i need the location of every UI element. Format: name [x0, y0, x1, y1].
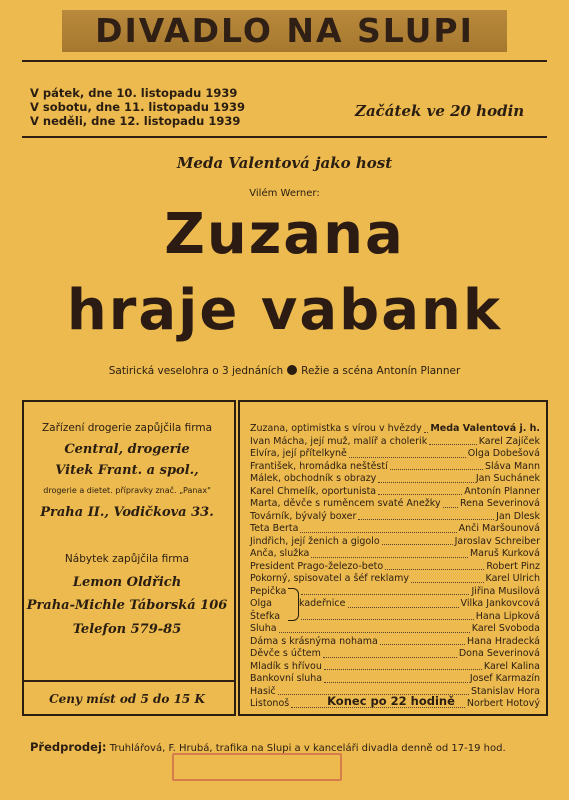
date-line: V neděli, dne 12. listopadu 1939	[30, 114, 241, 128]
drugstore-name-1: Central, drogerie	[64, 442, 190, 457]
cast-actor: Karel Svoboda	[471, 623, 540, 634]
leader-dots	[390, 461, 483, 471]
cast-list	[250, 423, 540, 711]
cast-role: František, hromádka neštěstí	[250, 460, 388, 472]
furniture-address: Praha-Michle Táborská 106	[26, 598, 228, 613]
leader-dots	[300, 523, 456, 533]
leader-dots	[349, 448, 466, 458]
furniture-phone: Telefon 579-85	[72, 622, 182, 637]
cast-row	[250, 461, 540, 474]
cast-actor: Anči Maršounová	[458, 523, 540, 534]
cast-role: Málek, obchodník s obrazy	[250, 473, 377, 484]
cast-actor: Karel Kalina	[483, 660, 540, 672]
leader-dots	[429, 436, 477, 446]
cast-role: President Prago-železo-beto	[250, 560, 384, 572]
header-divider	[22, 60, 547, 62]
cast-actor: Jan Dlesk	[496, 510, 540, 522]
play-author: Vilém Werner:	[249, 188, 320, 199]
leader-dots	[358, 511, 494, 521]
leader-dots	[301, 611, 474, 621]
cast-role: Zuzana, optimistka s vírou v hvězdy	[250, 423, 422, 434]
cast-row	[299, 611, 540, 624]
cast-role: Dáma s krásnýma nohama	[250, 635, 378, 647]
end-time: Konec po 22 hodině	[327, 694, 455, 708]
presale-label: Předprodej:	[30, 740, 107, 754]
drugstore-name-2: Vitek Frant. a spol.,	[55, 463, 199, 478]
leader-dots	[380, 636, 465, 646]
cast-role: Pokorný, spisovatel a šéf reklamy	[250, 573, 410, 584]
cast-actor: Karel Ulrich	[485, 573, 540, 584]
cast-row	[250, 661, 540, 674]
cast-actor: Rena Severinová	[459, 498, 540, 509]
cast-role: Jindřich, její ženich a gigolo	[250, 535, 380, 547]
cast-role: Marta, děvče s ruměncem svaté Anežky	[250, 498, 441, 509]
cast-actor: Sláva Mann	[484, 460, 540, 472]
start-time: Začátek ve 20 hodin	[355, 102, 525, 120]
hairdresser-actors	[299, 586, 540, 624]
cast-row	[299, 598, 540, 611]
leader-dots	[324, 661, 482, 671]
bullet-dot	[287, 365, 297, 375]
play-title-line-2: hraje vabank	[66, 278, 503, 343]
leader-dots	[324, 673, 468, 683]
cast-row	[299, 586, 540, 599]
drugstore-intro: Zařízení drogerie zapůjčila firma	[41, 422, 213, 434]
leader-dots	[411, 573, 483, 583]
hairdresser-name: Pepička	[250, 585, 287, 597]
prices-divider	[22, 680, 236, 682]
leader-dots	[443, 498, 458, 508]
cast-row	[250, 636, 540, 649]
cast-role: Karel Chmelík, oportunista	[250, 485, 377, 497]
cast-role: Ivan Mácha, její muž, malíř a cholerik	[250, 435, 428, 447]
red-stamp	[172, 753, 342, 781]
cast-row	[250, 573, 540, 586]
cast-actor: Jan Suchánek	[475, 473, 540, 484]
direction: Režie a scéna Antonín Planner	[301, 365, 461, 377]
cast-row	[250, 536, 540, 549]
cast-role: Listonoš	[250, 698, 290, 709]
ticket-prices: Ceny míst od 5 do 15 K	[49, 692, 205, 706]
cast-role: Bankovní sluha	[250, 673, 323, 684]
leader-dots	[424, 423, 429, 433]
leader-dots	[323, 648, 457, 658]
cast-row	[250, 473, 540, 486]
genre-and-direction	[0, 365, 569, 377]
cast-actor: Maruš Kurková	[469, 548, 540, 559]
theatre-name: DIVADLO NA SLUPI	[95, 11, 474, 50]
cast-actor: Olga Dobešová	[467, 448, 540, 459]
hairdresser-name: Štefka	[250, 610, 281, 622]
cast-role: Elvíra, její přítelkyně	[250, 448, 347, 459]
leader-dots	[311, 548, 468, 558]
cast-role: Sluha	[250, 623, 277, 634]
cast-row	[250, 648, 540, 661]
cast-role: Děvče s účtem	[250, 648, 321, 659]
cast-role: Teta Berta	[250, 523, 299, 534]
cast-row	[250, 436, 540, 449]
cast-role: Anča, služka	[250, 548, 310, 559]
cast-row	[250, 548, 540, 561]
cast-actor: Dona Severinová	[458, 648, 540, 659]
presale-line	[30, 740, 550, 754]
cast-actor: Josef Karmazín	[469, 673, 540, 684]
genre: Satirická veselohra o 3 jednáních	[108, 365, 284, 377]
leader-dots	[348, 598, 459, 608]
hairdressers-group	[250, 586, 540, 624]
hairdresser-name: Olga	[250, 598, 272, 609]
cast-actor: Karel Zajíček	[478, 435, 540, 447]
cast-role: Továrník, bývalý boxer	[250, 510, 357, 522]
leader-dots	[378, 486, 462, 496]
cast-row	[250, 623, 540, 636]
cast-row	[250, 673, 540, 686]
furniture-name: Lemon Oldřich	[72, 575, 182, 590]
cast-actor: Norbert Hotový	[466, 698, 540, 709]
leader-dots	[382, 536, 453, 546]
cast-actor: Antonín Planner	[464, 485, 540, 497]
cast-actor: Robert Pinz	[486, 560, 540, 572]
cast-role: kadeřnice	[299, 598, 346, 609]
leader-dots	[301, 586, 469, 596]
leader-dots	[279, 623, 470, 633]
cast-actor: Jaroslav Schreiber	[454, 535, 540, 547]
cast-actor: Meda Valentová j. h.	[430, 423, 540, 434]
cast-actor: Hana Lipková	[475, 610, 540, 622]
cast-role: Hasič	[250, 685, 276, 697]
cast-row	[250, 523, 540, 536]
furniture-intro: Nábytek zapůjčila firma	[64, 553, 190, 565]
cast-row	[250, 423, 540, 436]
drugstore-note: drogerie a dietet. přípravky znač. „Panax"	[43, 486, 211, 495]
play-title-line-1: Zuzana	[164, 202, 405, 267]
dates-divider	[22, 136, 547, 138]
hairdresser-names	[250, 586, 288, 624]
cast-row	[250, 486, 540, 499]
cast-row	[250, 511, 540, 524]
cast-role: Mladík s hřívou	[250, 660, 322, 672]
date-line: V sobotu, dne 11. listopadu 1939	[30, 100, 245, 114]
guest-star: Meda Valentová jako host	[176, 154, 393, 172]
cast-actor: Vilka Jankovcová	[460, 598, 540, 609]
leader-dots	[385, 561, 484, 571]
cast-actor: Stanislav Hora	[471, 685, 540, 697]
performance-dates	[30, 86, 245, 128]
grouping-brace	[288, 588, 299, 622]
cast-actor: Hana Hradecká	[467, 635, 540, 647]
date-line: V pátek, dne 10. listopadu 1939	[30, 86, 238, 100]
cast-row	[250, 448, 540, 461]
cast-row	[250, 498, 540, 511]
drugstore-address: Praha II., Vodičkova 33.	[40, 505, 214, 520]
cast-row	[250, 561, 540, 574]
leader-dots	[378, 473, 474, 483]
presale-text: Truhlářová, F. Hrubá, trafika na Slupi a v kanceláři divadla denně od 17-19 hod.	[109, 743, 506, 754]
cast-actor: Jiřina Musilová	[471, 585, 540, 597]
